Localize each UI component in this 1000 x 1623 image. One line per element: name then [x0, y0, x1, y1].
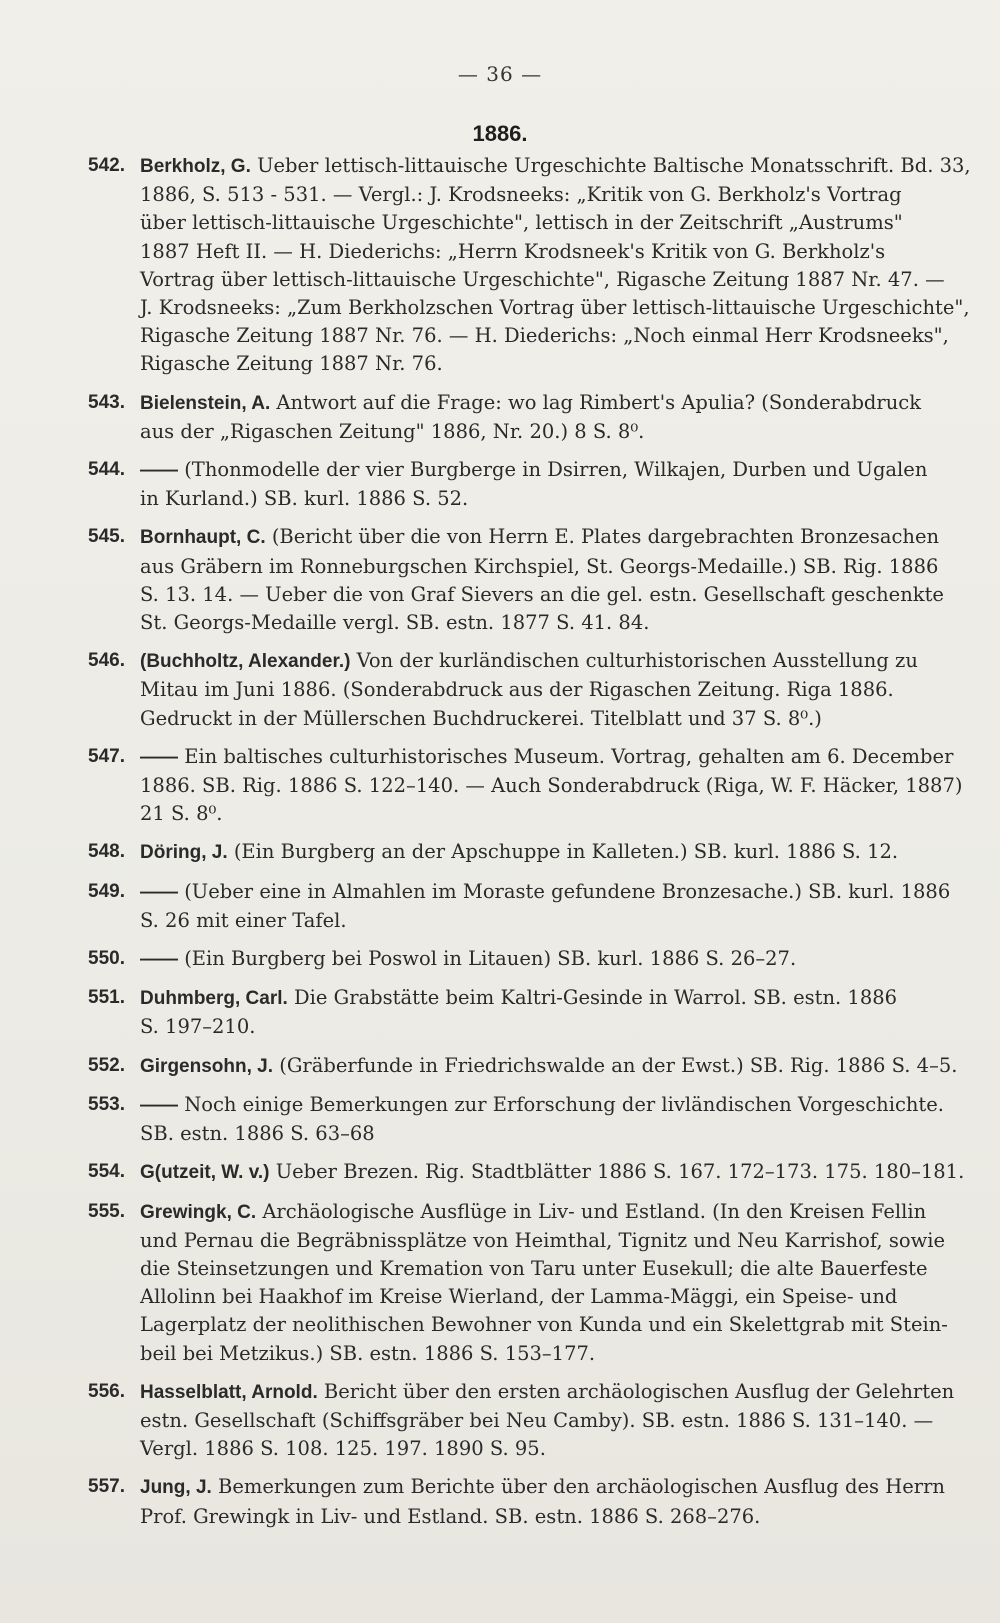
bibliography-entry	[88, 838, 920, 867]
entry-author: G(utzeit, W. v.)	[140, 1162, 270, 1184]
entry-line: St. Georgs-Medaille vergl. SB. estn. 1877 S. 41. 84.	[140, 611, 650, 635]
entry-line: S. 26 mit einer Tafel.	[140, 908, 347, 932]
entry-line: 1886. SB. Rig. 1886 S. 122–140. — Auch Sonderabdruck (Riga, W. F. Häcker, 1887)	[140, 774, 963, 798]
entry-line	[140, 1052, 958, 1081]
entry-number: 546.	[88, 650, 125, 672]
entry-text	[140, 1198, 948, 1368]
entry-line-text: Ein baltisches culturhistorisches Museum. Vortrag, gehalten am 6. December	[184, 744, 954, 768]
entry-text	[140, 152, 971, 379]
entry-line: S. 13. 14. — Ueber die von Graf Sievers an die gel. estn. Gesellschaft geschenkte	[140, 582, 944, 606]
entry-text	[140, 1052, 958, 1081]
entry-line-text: Noch einige Bemerkungen zur Erforschung der livländischen Vorgeschichte.	[184, 1092, 944, 1116]
bibliography-entry	[88, 1378, 955, 1464]
entry-number: 548.	[88, 841, 125, 863]
entry-author: Bornhaupt, C.	[140, 527, 266, 549]
entry-line: 1886, S. 513 - 531. — Vergl.: J. Krodsneeks: „Kritik von G. Berkholz's Vortrag	[140, 183, 902, 207]
entry-line	[140, 1378, 955, 1407]
entry-line: Rigasche Zeitung 1887 Nr. 76.	[140, 352, 443, 376]
entry-line	[140, 389, 920, 418]
entry-line	[140, 1091, 944, 1120]
entry-line-text: Antwort auf die Frage: wo lag Rimbert's Apulia? (Sonderabdruck	[276, 390, 922, 414]
entry-number: 544.	[88, 459, 125, 481]
entry-author: Jung, J.	[140, 1477, 212, 1499]
entry-line: Prof. Grewingk in Liv- und Estland. SB. estn. 1886 S. 268–276.	[140, 1504, 761, 1528]
entry-author: Hasselblatt, Arnold.	[140, 1381, 318, 1403]
entry-line: und Pernau die Begräbnissplätze von Heimthal, Tignitz und Neu Karrishof, sowie	[140, 1228, 946, 1252]
entry-line-text: (Ueber eine in Almahlen im Moraste gefundene Bronzesache.) SB. kurl. 1886	[184, 879, 951, 903]
entry-number: 551.	[88, 987, 125, 1009]
entry-author: Döring, J.	[140, 842, 228, 864]
bibliography-entry	[88, 152, 971, 379]
entry-number: 545.	[88, 526, 125, 548]
entry-line	[140, 1158, 965, 1187]
entry-text	[140, 1473, 945, 1530]
entry-line-text: (Gräberfunde in Friedrichswalde an der Ewst.) SB. Rig. 1886 S. 4–5.	[279, 1053, 958, 1077]
entry-line	[140, 838, 920, 867]
entry-author: Grewingk, C.	[140, 1201, 257, 1223]
bibliography-entry	[88, 878, 951, 935]
entry-line: Rigasche Zeitung 1887 Nr. 76. — H. Diederichs: „Noch einmal Herr Krodsneeks",	[140, 324, 949, 348]
bibliography-entry	[88, 523, 944, 637]
entry-line: estn. Gesellschaft (Schiffsgräber bei Neu Camby). SB. estn. 1886 S. 131–140. —	[140, 1408, 934, 1432]
entry-line-text: (Ein Burgberg bei Poswol in Litauen) SB. kurl. 1886 S. 26–27.	[184, 947, 797, 971]
entry-text	[140, 389, 920, 446]
entry-number: 553.	[88, 1093, 125, 1115]
entry-line-text: Die Grabstätte beim Kaltri-Gesinde in Warrol. SB. estn. 1886	[294, 986, 898, 1010]
year-heading: 1886.	[472, 121, 528, 146]
entry-line: beil bei Metzikus.) SB. estn. 1886 S. 153–177.	[140, 1341, 596, 1365]
bibliography-entry	[88, 1052, 958, 1081]
entry-line: 1887 Heft II. — H. Diederichs: „Herrn Krodsneek's Kritik von G. Berkholz's	[140, 239, 886, 263]
entry-number: 542.	[88, 155, 125, 176]
entry-line: aus Gräbern im Ronneburgschen Kirchspiel, St. Georgs-Medaille.) SB. Rig. 1886	[140, 554, 939, 578]
entry-author: Berkholz, G.	[140, 156, 251, 177]
entry-line-text: Archäologische Ausflüge in Liv- und Estland. (In den Kreisen Fellin	[262, 1199, 927, 1223]
entry-line: SB. estn. 1886 S. 63–68	[140, 1122, 375, 1146]
bibliography-entry	[88, 984, 920, 1041]
bibliography-entry	[88, 1473, 945, 1530]
entry-number: 543.	[88, 391, 125, 413]
entry-line-text: Bericht über den ersten archäologischen Ausflug der Gelehrten	[323, 1379, 955, 1403]
entry-author: ——	[140, 881, 178, 903]
entry-number: 547.	[88, 745, 125, 767]
bibliography-entry	[88, 945, 920, 974]
entry-line: über lettisch-littauische Urgeschichte", lettisch in der Zeitschrift „Austrums"	[140, 211, 903, 235]
entry-author: ——	[140, 746, 178, 768]
entry-text	[140, 984, 920, 1041]
entry-line: Allolinn bei Haakhof im Kreise Wierland, der Lamma-Mäggi, ein Speise- und	[140, 1285, 898, 1309]
bibliography-entry	[88, 456, 928, 513]
entry-line: 21 S. 8⁰.	[140, 802, 223, 826]
entry-line: Vortrag über lettisch-littauische Urgeschichte", Rigasche Zeitung 1887 Nr. 47. —	[140, 267, 945, 291]
entry-line	[140, 152, 971, 181]
entry-author: Girgensohn, J.	[140, 1055, 274, 1077]
entry-author: Duhmberg, Carl.	[140, 988, 288, 1010]
entry-line	[140, 456, 928, 485]
bibliography-entry	[88, 743, 963, 829]
bibliography-entry	[88, 1198, 948, 1368]
entry-author: ——	[140, 949, 178, 971]
entry-line-text: Ueber lettisch-littauische Urgeschichte Baltische Monatsschrift. Bd. 33,	[257, 154, 971, 177]
bibliography-entry	[88, 647, 920, 733]
entry-text	[140, 647, 920, 733]
entry-number: 555.	[88, 1200, 125, 1222]
entry-line	[140, 523, 940, 552]
entry-author: ——	[140, 460, 178, 482]
bibliography-entry	[88, 1091, 944, 1148]
entry-line: S. 197–210.	[140, 1015, 256, 1039]
entry-author: ——	[140, 1094, 178, 1116]
entry-line	[140, 878, 951, 907]
entry-line	[140, 743, 954, 772]
entry-line: Gedruckt in der Müllerschen Buchdruckerei. Titelblatt und 37 S. 8⁰.)	[140, 706, 822, 730]
entry-line-text: Bemerkungen zum Berichte über den archäologischen Ausflug des Herrn	[218, 1475, 945, 1499]
entry-author: (Buchholtz, Alexander.)	[140, 651, 351, 673]
entry-text	[140, 743, 963, 829]
entry-line-text: (Thonmodelle der vier Burgberge in Dsirren, Wilkajen, Durben und Ugalen	[184, 458, 928, 482]
entry-text	[140, 838, 920, 867]
entry-line-text: (Ein Burgberg an der Apschuppe in Kalleten.) SB. kurl. 1886 S. 12.	[233, 840, 899, 864]
entry-text	[140, 878, 951, 935]
bibliography-entries	[88, 152, 971, 1541]
entry-line: J. Krodsneeks: „Zum Berkholzschen Vortrag über lettisch-littauische Urgeschichte",	[140, 296, 970, 320]
entry-number: 550.	[88, 948, 125, 970]
entry-text	[140, 1091, 944, 1148]
entry-line-text: Ueber Brezen. Rig. Stadtblätter 1886 S. 167. 172–173. 175. 180–181.	[275, 1160, 965, 1184]
entry-line: die Steinsetzungen und Kremation von Taru unter Eusekull; die alte Bauerfeste	[140, 1256, 928, 1280]
entry-line: Lagerplatz der neolithischen Bewohner von Kunda und ein Skelettgrab mit Stein-	[140, 1313, 948, 1337]
entry-number: 549.	[88, 880, 125, 902]
entry-line: Vergl. 1886 S. 108. 125. 197. 1890 S. 95.	[140, 1437, 546, 1461]
entry-line: aus der „Rigaschen Zeitung" 1886, Nr. 20.) 8 S. 8⁰.	[140, 419, 645, 443]
entry-number: 552.	[88, 1054, 125, 1076]
entry-author: Bielenstein, A.	[140, 392, 271, 414]
bibliography-entry	[88, 389, 920, 446]
entry-line	[140, 945, 920, 974]
entry-line-text: Von der kurländischen culturhistorischen Ausstellung zu	[356, 649, 918, 673]
entry-text	[140, 1378, 955, 1464]
entry-line	[140, 984, 920, 1013]
entry-number: 554.	[88, 1161, 125, 1183]
entry-text	[140, 945, 920, 974]
entry-text	[140, 456, 928, 513]
entry-number: 556.	[88, 1380, 125, 1402]
entry-line-text: (Bericht über die von Herrn E. Plates dargebrachten Bronzesachen	[271, 525, 940, 549]
entry-line	[140, 1198, 927, 1227]
entry-line: Mitau im Juni 1886. (Sonderabdruck aus der Rigaschen Zeitung. Riga 1886.	[140, 678, 894, 702]
entry-number: 557.	[88, 1476, 125, 1498]
entry-line	[140, 1473, 945, 1502]
entry-line	[140, 647, 920, 676]
bibliography-entry	[88, 1158, 965, 1187]
entry-line: in Kurland.) SB. kurl. 1886 S. 52.	[140, 487, 469, 511]
entry-text	[140, 1158, 965, 1187]
page-number: — 36 —	[457, 62, 543, 86]
entry-text	[140, 523, 944, 637]
